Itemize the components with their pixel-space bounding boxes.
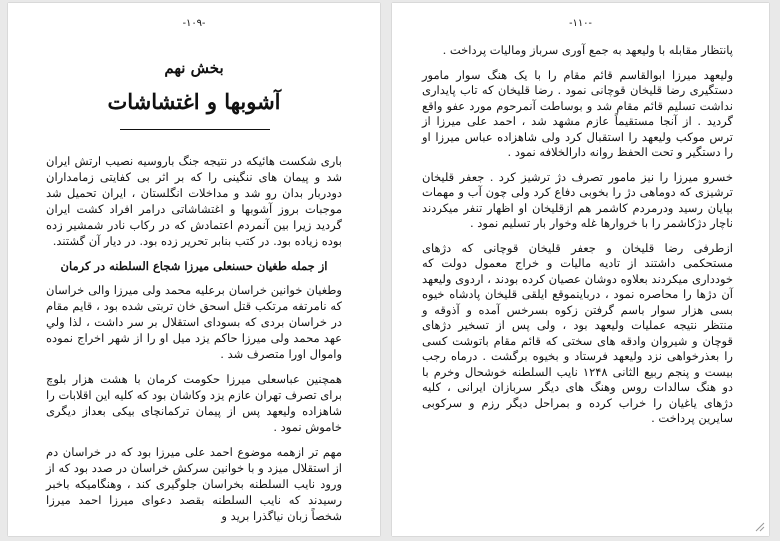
paragraph: بارى شکست هائيکه در نتيجه جنگ باروسيه نصيب ارتش ايران شد و پيمان هاى ننگينى را که بر اثر بى کفايتى زمامداران دودربار بدان رو شد و مداخلات انگلستان ، ايران تحميل شد موجبات بروز آشوبها و اغتشاشاتى درامر افراد کشت ايران گرديد زيرا بين آنمردم اعتمادش که در رکاب نادر شمشير زده بوده زياده بود. در کتب بنابر تحرير زده بود. در ديار آن گشتند. — [46, 154, 342, 248]
paragraph: خسرو ميرزا را نيز مامور تصرف دژ ترشيز کرد . جعفر قليخان ترشيزى که دوماهى دژ را بخوبى دفاع کرد ولى چون آب و مهمات بپايان رسيد ودرمردم کاشمر هم ازقليخان او اظهار تنفر ميکردند ناچار دژکاشمر را با خروارها غله وخوار بار تسليم نمود . — [422, 169, 733, 230]
paragraph: ازطرفى رضا قليخان و جعفر قليخان قوچانى که دژهاى مستحکمى داشتند از تاديه ماليات و خراج معمول دولت که خودداری ميکردند بعلاوه دوشان عصيان کرده بودند ، اردوى وليعهد آن دژها را محاصره نمود ، درباينموقع ايلقى قليخان پادشاه خيوه بسى هزار سوار باسم گرفتن زکوه بسرخس آمده و آذوقه و منتظر نتيجه عمليات وليعهد بود ، ولى پس از تسخير دژهاى قوچان و شيروان وادقه هاى سختى که قائم مقام باتوشت کسى را بعذرخواهى نزد وليعهد فرستاد و بخيوه برگشت . درماه رجب بيست و پنجم ربيع الثانى ۱۲۴۸ نايب السلطنه خوشحال وخرم با دو هنگ سالدات روس وهنگ هاى ديگر سربازان ايرانى ، کليه دژهاى ياغيان را خراب کرده و بمراحل ديگر رزم و سرکوبى سايرين پرداخت . — [422, 240, 733, 425]
right-body-text — [422, 43, 733, 436]
left-body-text — [46, 153, 342, 533]
paragraph: وطغيان خوانين خراسان برعليه محمد ولى ميرزا والى خراسان که نامرتفه مرتکب قتل اسحق خان تربتى شده بود ، قايم مقام در خراسان بردى که بسوداى استقلال بر سر داشت ، لذا ولي عهد محمد ولى ميرزا حاکم يزد ميل او را از شهر اخراج نموده واموال اورا متصرف شد . — [46, 283, 342, 361]
right-page-number: -۱۱۰- — [569, 18, 592, 29]
chapter-title: آشوبها و اغتشاشات — [107, 89, 281, 114]
paragraph: پانتظار مقابله با وليعهد به جمع آورى سرباز وماليات پرداخت . — [442, 43, 733, 57]
paragraph: همچنين عباسعلى ميرزا حکومت کرمان با هشت هزار بلوچ براى تصرف تهران عازم يزد وکاشان بود که کليه اين اقلابات را شاهزاده وليعهد پس از پيمان ترکمانچاى بيکى بعداز ديگرى خاموش نمود . — [46, 372, 342, 434]
right-page — [392, 3, 769, 536]
paragraph: وليعهد ميرزا ابوالقاسم قائم مقام را با يک هنگ سوار مامور دستگيرى رضا قليخان قوچانى نمود . رضا قليخان که تاب پايدارى نداشت تسليم قائم مقام شد و بوساطت آنمرحوم مورد عفو واقع گرديد . از آنجا مستقيماً عازم مشهد شد ، احمد على ميرزا از ترس موکب وليعهد را استقبال کرد ولى شاهزاده عباس ميرزا او را دستگير و تحت الحفظ روانه دارالخلافه نمود . — [422, 67, 733, 159]
left-page — [8, 3, 380, 536]
paragraph: مهم تر ازهمه موضوع احمد على ميرزا بود که در خراسان دم از استقلال ميزد و با خوانين سرکش خراسان در صدد بود که از ورود نايب السلطنه بخراسان جلوگيرى کند ، وهنگاميکه باخبر رسيدند که نايب السلطنه بقصد دعواى ميرزا احمد ميرزا شخصاً زبان نياگذرا بريد و — [46, 445, 342, 523]
chapter-label: بخش نهم — [164, 59, 224, 77]
title-rule — [120, 129, 270, 130]
resize-corner-icon[interactable] — [755, 522, 765, 532]
section-subheading: از جمله طغيان حسنعلى ميرزا شجاع السلطنه در کرمان — [60, 259, 328, 273]
left-page-number: -۱۰۹- — [182, 18, 206, 29]
